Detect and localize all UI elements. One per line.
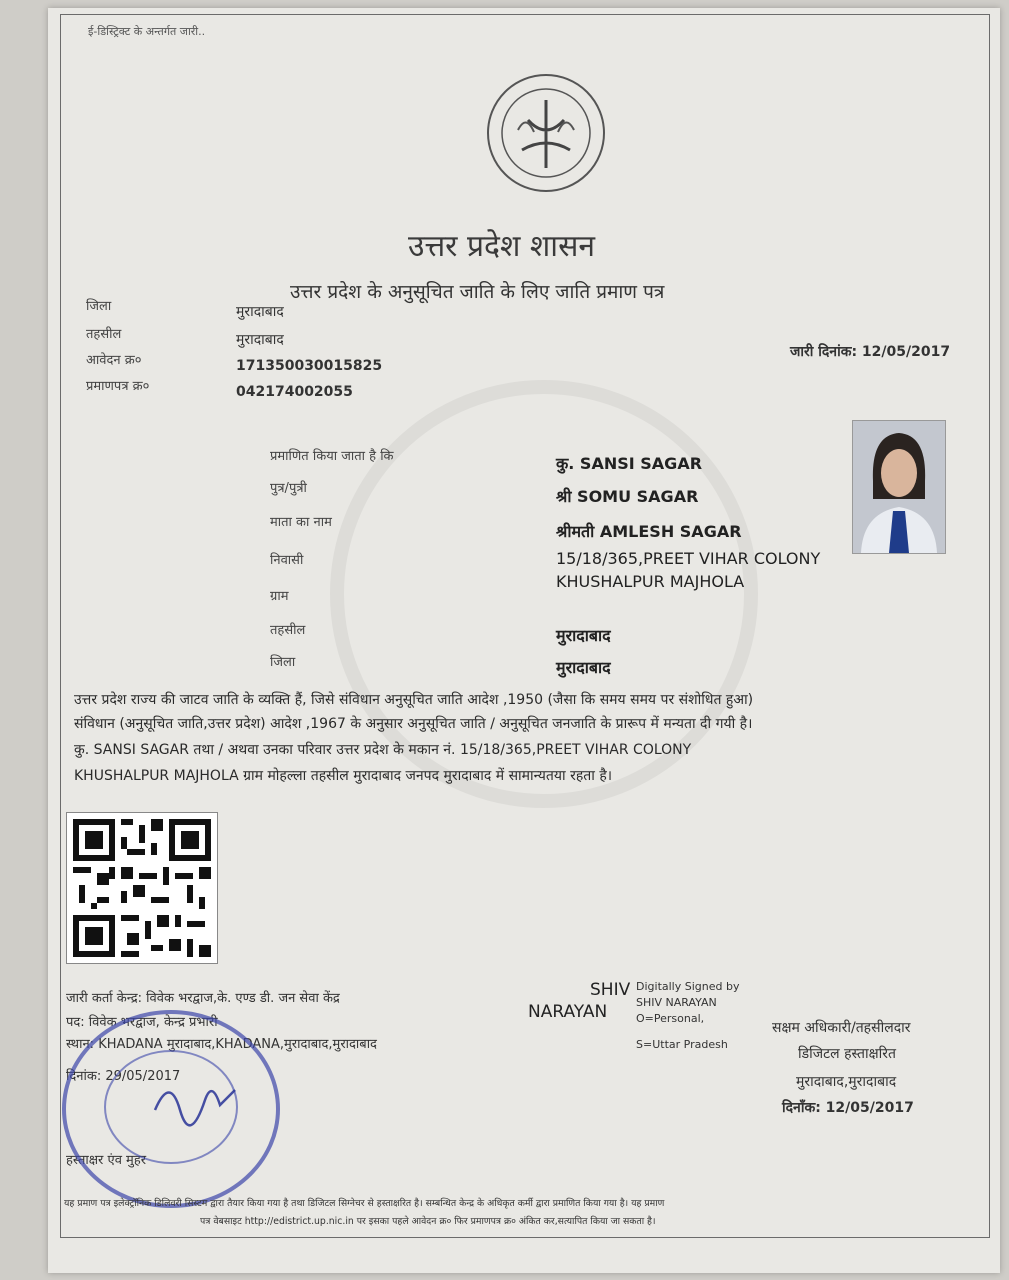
mother-label: माता का नाम — [270, 515, 332, 530]
digital-sig-line-2: SHIV NARAYAN — [636, 996, 717, 1009]
tehsil-value: मुरादाबाद — [236, 332, 284, 348]
address-line-1: 15/18/365,PREET VIHAR COLONY — [556, 549, 821, 568]
field-tehsil-label: तहसील — [270, 623, 306, 638]
issue-date: जारी दिनांक: 12/05/2017 — [790, 344, 951, 360]
issuer-place: स्थान: KHADANA मुरादाबाद,KHADANA,मुरादाबाद,मुरादाबाद — [66, 1037, 377, 1052]
body-line-2: संविधान (अनुसूचित जाति,उत्तर प्रदेश) आदेश ,1967 के अनुसार अनुसूचित जाति / अनुसूचित जनजाति के प्रारूप में मन्यता दी गयी है। — [74, 716, 753, 732]
body-line-1: उत्तर प्रदेश राज्य की जाटव जाति के व्यक्ति हैं, जिसे संविधान अनुसूचित जाति आदेश ,1950 (जैसा कि समय समय पर संशोधित हुआ) — [74, 692, 754, 708]
application-label: आवेदन क्र० — [86, 353, 142, 368]
certificate-number: 042174002055 — [236, 384, 353, 400]
district-value: मुरादाबाद — [236, 304, 284, 320]
certificate-label: प्रमाणपत्र क्र० — [86, 379, 150, 394]
village-label: ग्राम — [270, 589, 289, 604]
child-of-label: पुत्र/पुत्री — [270, 481, 307, 496]
handwritten-signature — [150, 1070, 240, 1130]
footer-line-2: पत्र वेबसाइट http://edistrict.up.nic.in पर इसका पहले आवेदन क्र० फिर प्रमाणपत्र क्र० अंकित कर,सत्यापित किया जा सकता है। — [200, 1216, 656, 1227]
issuer-date: दिनांक: 29/05/2017 — [66, 1069, 181, 1084]
authority-location: मुरादाबाद,मुरादाबाद — [796, 1074, 897, 1090]
digital-sig-line-1: Digitally Signed by — [636, 980, 740, 993]
address-line-2: KHUSHALPUR MAJHOLA — [556, 572, 745, 591]
application-number: 171350030015825 — [236, 358, 383, 374]
issuer-sign-label: हस्ताक्षर एंव मुहर — [66, 1153, 147, 1168]
digital-sig-name-1: SHIV — [590, 980, 631, 1000]
issuer-post: पद: विवेक भरद्वाज, केन्द्र प्रभारी — [66, 1015, 218, 1030]
certified-label: प्रमाणित किया जाता है कि — [270, 449, 394, 464]
header-note: ई-डिस्ट्रिक्ट के अन्तर्गत जारी.. — [88, 25, 206, 38]
qr-code — [66, 812, 218, 964]
body-line-3: कु. SANSI SAGAR तथा / अथवा उनका परिवार उत्तर प्रदेश के मकान नं. 15/18/365,PREET VIHAR COLONY — [74, 742, 692, 758]
resident-label: निवासी — [270, 553, 304, 568]
digital-sig-name-2: NARAYAN — [528, 1002, 608, 1022]
field-tehsil-value: मुरादाबाद — [556, 626, 611, 645]
authority-digital: डिजिटल हस्ताक्षरित — [798, 1046, 896, 1062]
applicant-name: कु. SANSI SAGAR — [556, 454, 703, 473]
digital-sig-line-4: S=Uttar Pradesh — [636, 1038, 728, 1051]
tehsil-label: तहसील — [86, 327, 122, 342]
field-district-value: मुरादाबाद — [556, 658, 611, 677]
up-government-emblem — [478, 70, 614, 196]
document-title: उत्तर प्रदेश शासन — [408, 229, 596, 264]
father-name: श्री SOMU SAGAR — [556, 487, 699, 506]
applicant-photo — [852, 420, 946, 554]
field-district-label: जिला — [270, 655, 296, 670]
footer-line-1: यह प्रमाण पत्र इलेक्ट्रॉनिक डिलिवरी सिस्टम द्वारा तैयार किया गया है तथा डिजिटल सिग्नेचर से हस्ताक्षरित है। सम्बन्धित केन्द्र के अधिकृत कर्मी द्वारा प्रमाणित किया गया है। यह प्रमाण — [64, 1198, 665, 1209]
authority-title: सक्षम अधिकारी/तहसीलदार — [772, 1020, 911, 1036]
district-label: जिला — [86, 299, 112, 314]
authority-date: दिनाँक: 12/05/2017 — [782, 1100, 914, 1116]
issuer-center: जारी कर्ता केन्द्र: विवेक भरद्वाज,के. एण्ड डी. जन सेवा केंद्र — [66, 991, 340, 1006]
digital-sig-line-3: O=Personal, — [636, 1012, 705, 1025]
mother-name: श्रीमती AMLESH SAGAR — [556, 522, 742, 541]
body-line-4: KHUSHALPUR MAJHOLA ग्राम मोहल्ला तहसील मुरादाबाद जनपद मुरादाबाद में सामान्यतया रहता है। — [74, 768, 613, 784]
document-subtitle: उत्तर प्रदेश के अनुसूचित जाति के लिए जाति प्रमाण पत्र — [290, 281, 665, 303]
